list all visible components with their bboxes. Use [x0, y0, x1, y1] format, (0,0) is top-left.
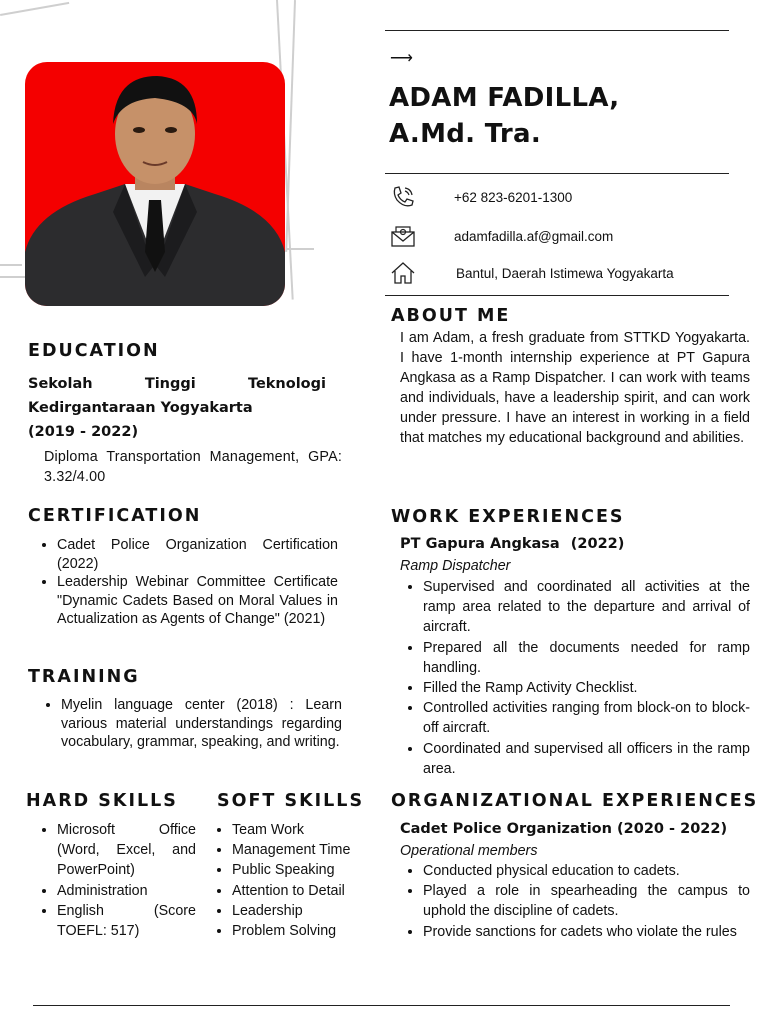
contact-email — [390, 223, 613, 249]
arrow-icon: ⟶ — [390, 50, 413, 67]
certification-list — [38, 536, 338, 629]
phone-number: +62 823-6201-1300 — [454, 189, 573, 205]
hard-skills-list — [38, 820, 196, 941]
mail-icon — [390, 223, 416, 249]
home-icon — [390, 260, 416, 286]
contact-bottom-divider — [385, 295, 729, 296]
name-line-2: A.Md. Tra. — [389, 119, 542, 149]
org-duty-item: • Provide sanctions for cadets who violate the rules — [423, 922, 750, 942]
training-list — [42, 696, 342, 752]
soft-skills-title: SOFT SKILLS — [217, 791, 365, 811]
top-divider — [385, 30, 729, 31]
work-duty-item: • Coordinated and supervised all officers in the ramp area. — [423, 739, 750, 779]
certification-title: CERTIFICATION — [28, 506, 202, 526]
work-duty-item: • Controlled activities ranging from block-on to block-off aircraft. — [423, 698, 750, 738]
training-title: TRAINING — [28, 667, 140, 687]
org-name: Cadet Police Organization (2020 - 2022) — [400, 821, 728, 837]
work-title: WORK EXPERIENCES — [391, 507, 625, 527]
hard-skills-title: HARD SKILLS — [26, 791, 178, 811]
education-school — [28, 372, 326, 444]
contact-phone — [390, 184, 572, 210]
certification-item: • Leadership Webinar Committee Certificate "Dynamic Cadets Based on Moral Values in Actualization as Agents of Change" (2021) — [57, 573, 338, 629]
work-role: Ramp Dispatcher — [400, 558, 511, 574]
phone-icon — [390, 184, 416, 210]
bottom-divider — [33, 1005, 730, 1006]
certification-item: • Cadet Police Organization Certification (2022) — [57, 536, 338, 573]
hard-skill-item: • Microsoft Office (Word, Excel, and PowerPoint) — [57, 820, 196, 881]
hard-skill-item: • English (Score TOEFL: 517) — [57, 901, 196, 941]
work-duties-list — [404, 577, 750, 779]
contact-top-divider — [385, 173, 729, 174]
hard-skill-item: • Administration — [57, 881, 196, 901]
soft-skill-item: • Management Time — [232, 840, 373, 860]
contact-address — [390, 260, 674, 286]
work-company-line — [400, 536, 624, 552]
soft-skill-item: • Problem Solving — [232, 921, 373, 941]
about-text: I am Adam, a fresh graduate from STTKD Yogyakarta. I have 1-month internship experience at PT Gapura Angkasa as a Ramp Dispatcher. I can work with teams and individuals, have a leadership spirit, and can work under pressure. I have an interest in working in a field that matches my educational background and abilities. — [400, 330, 750, 446]
education-years: (2019 - 2022) — [28, 424, 139, 440]
work-duty-item: • Supervised and coordinated all activities at the ramp area related to the departure and arrival of aircraft. — [423, 577, 750, 638]
education-degree: Diploma Transportation Management, GPA: 3.32/4.00 — [44, 449, 342, 485]
name-line-1: ADAM FADILLA, — [389, 83, 620, 113]
org-duties-list — [404, 861, 750, 942]
org-duty-item: • Conducted physical education to cadets. — [423, 861, 750, 881]
about-title: ABOUT ME — [391, 306, 511, 326]
home-address: Bantul, Daerah Istimewa Yogyakarta — [456, 265, 674, 281]
profile-photo — [25, 62, 285, 306]
work-years: (2022) — [570, 536, 625, 552]
school-line-1: Sekolah Tinggi Teknologi — [28, 376, 326, 392]
work-duty-item: • Filled the Ramp Activity Checklist. — [423, 678, 750, 698]
org-duty-item: • Played a role in spearheading the campus to uphold the discipline of cadets. — [423, 881, 750, 921]
training-item: • Myelin language center (2018) : Learn various material understandings regarding vocabulary, grammar, speaking, and writing. — [61, 696, 342, 752]
email-address: adamfadilla.af@gmail.com — [454, 228, 614, 244]
soft-skill-item: • Leadership — [232, 901, 373, 921]
soft-skill-item: • Team Work — [232, 820, 373, 840]
soft-skills-list — [213, 820, 373, 941]
work-company: PT Gapura Angkasa — [400, 536, 560, 552]
org-title: ORGANIZATIONAL EXPERIENCES — [391, 791, 759, 811]
soft-skill-item: • Public Speaking — [232, 860, 373, 880]
education-title: EDUCATION — [28, 341, 160, 361]
school-line-2: Kedirgantaraan Yogyakarta — [28, 400, 253, 416]
work-duty-item: • Prepared all the documents needed for ramp handling. — [423, 638, 750, 678]
person-portrait-image — [25, 62, 285, 306]
full-name — [389, 80, 619, 152]
org-role: Operational members — [400, 843, 538, 859]
soft-skill-item: • Attention to Detail — [232, 881, 373, 901]
